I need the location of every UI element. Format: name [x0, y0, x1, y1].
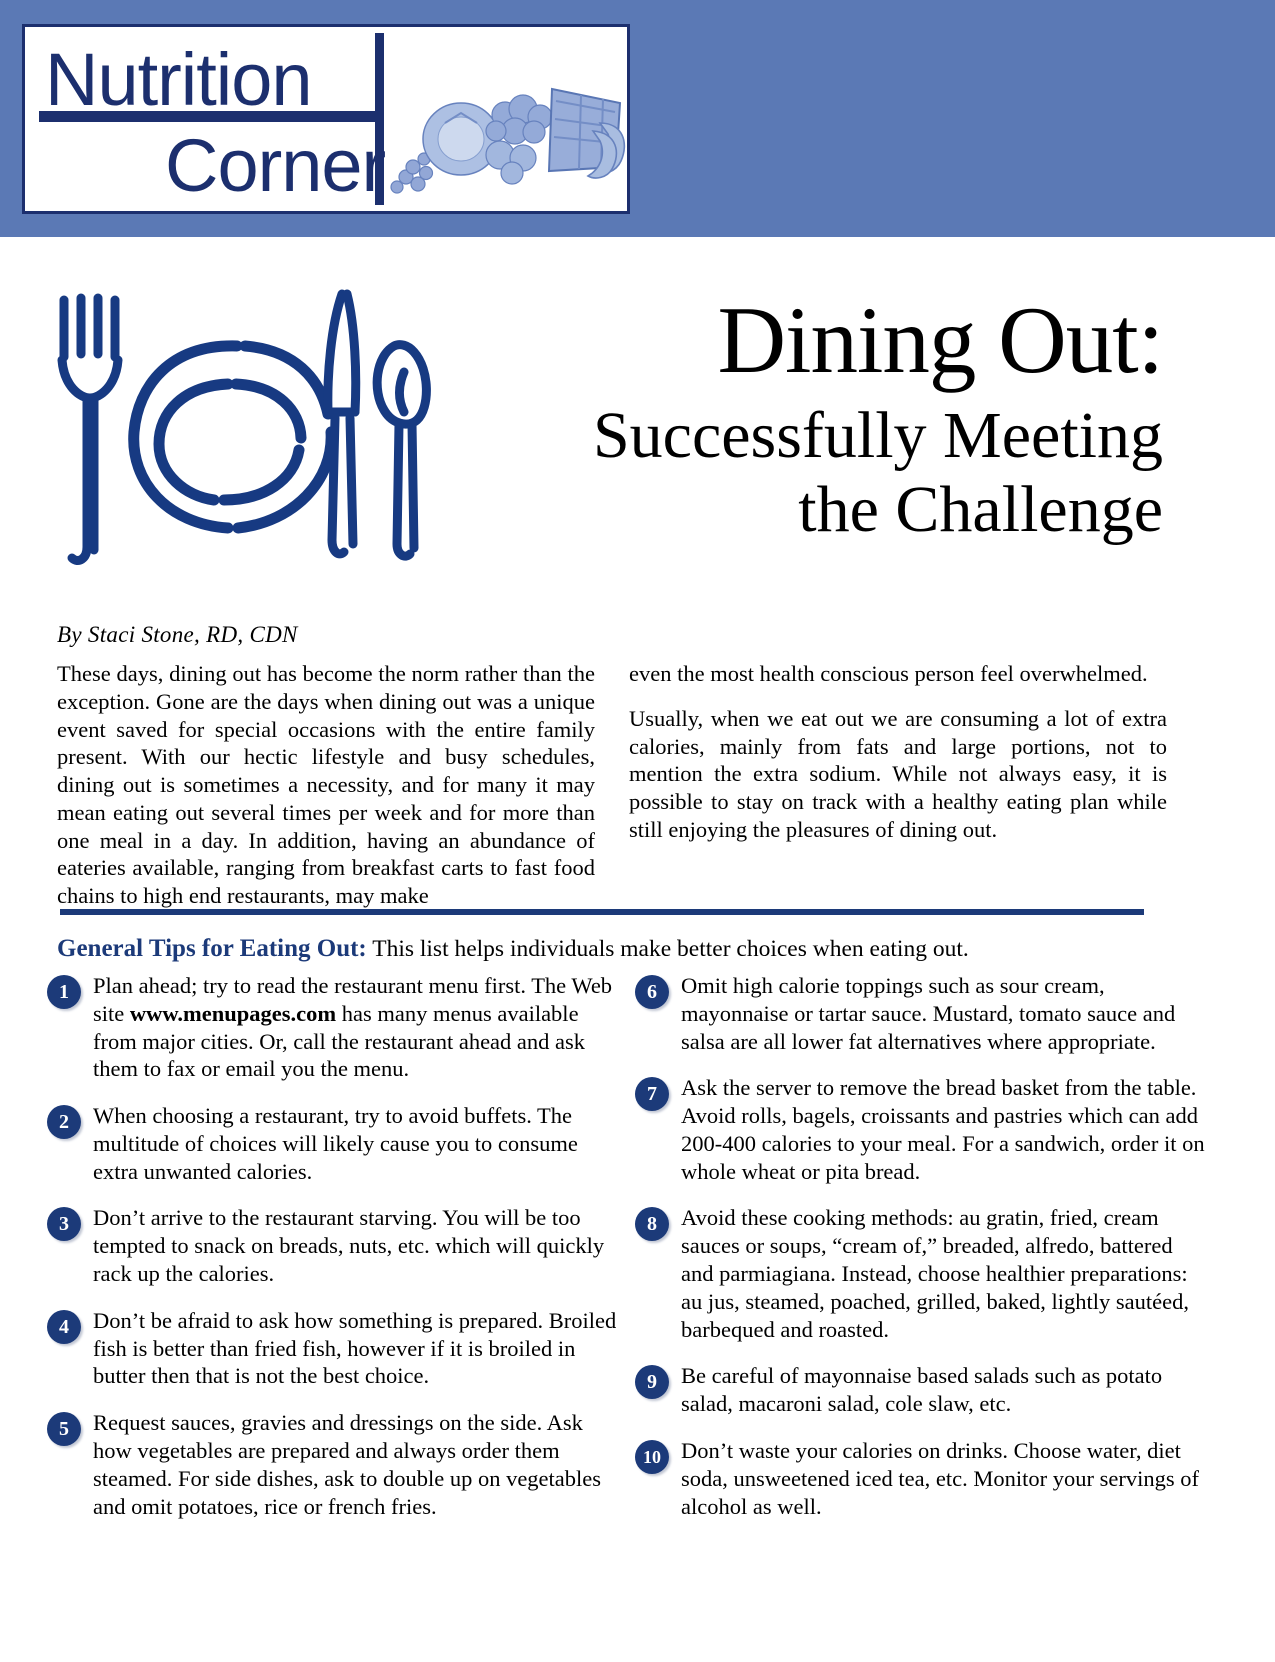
list-item-text: When choosing a restaurant, try to avoid buffets. The multitude of choices will likely cause you to consume extra unwanted calories.	[93, 1103, 578, 1184]
list-item-text: Request sauces, gravies and dressings on the side. Ask how vegetables are prepared and always order them steamed. For side dishes, ask to double up on vegetables and omit potatoes, rice or french fries.	[93, 1410, 602, 1519]
svg-text:Nutrition: Nutrition	[45, 38, 312, 121]
intro-body	[57, 660, 1167, 910]
list-item-text: Don’t be afraid to ask how something is prepared. Broiled fish is better than fried fish, however if it is broiled in butter then that is not the best choice.	[93, 1307, 617, 1389]
list-item-text: Don’t arrive to the restaurant starving. You will be too tempted to snack on breads, nuts, etc. which will quickly rack up the calories.	[93, 1205, 605, 1287]
list-item	[47, 1102, 617, 1185]
tips-column-left	[47, 972, 617, 1520]
logo-graphic	[25, 27, 627, 211]
tips-heading-description: This list helps individuals make better choices when eating out.	[366, 936, 969, 962]
list-item	[47, 972, 617, 1083]
list-item	[635, 1204, 1205, 1343]
list-item-text	[93, 972, 617, 1083]
intro-paragraph: even the most health conscious person feel overwhelmed.	[629, 661, 1148, 686]
tips-column-right	[635, 972, 1205, 1520]
byline: By Staci Stone, RD, CDN	[57, 622, 298, 647]
title-area	[0, 237, 1275, 637]
tips-section-heading	[57, 934, 1167, 964]
list-item-number: 8	[635, 1207, 669, 1241]
list-item	[635, 1362, 1205, 1418]
tips-heading-label: General Tips for Eating Out:	[57, 935, 367, 962]
list-item-text-pre: Plan ahead; try to read the restaurant menu first. The Web site	[93, 973, 613, 1026]
page-subtitle	[443, 399, 1163, 547]
list-item-text-post: has many menus available from major cities. Or, call the restaurant ahead and ask them to fax or email you the menu.	[93, 1000, 586, 1082]
intro-column-right	[629, 660, 1167, 910]
list-item	[635, 972, 1205, 1055]
list-item	[635, 1437, 1205, 1520]
svg-text:Corner: Corner	[165, 124, 386, 207]
list-item	[47, 1307, 617, 1390]
list-item-number: 10	[635, 1440, 669, 1474]
list-item-number: 5	[47, 1412, 81, 1446]
list-item	[47, 1409, 617, 1520]
list-item-number: 6	[635, 975, 669, 1009]
tips-list	[47, 972, 1227, 1520]
section-divider	[60, 909, 1144, 915]
list-item-number: 9	[635, 1365, 669, 1399]
intro-paragraph: These days, dining out has become the norm rather than the exception. Gone are the days when dining out was a unique event saved for special occasions with the entire family present. With our hectic lifestyle and busy schedules, dining out is sometimes a necessity, and for many it may mean eating out several times per week and for more than one meal in a day. In addition, having an abundance of eateries available, ranging from breakfast carts to fast food chains to high end restaurants, may make	[57, 661, 595, 909]
intro-column-left	[57, 660, 595, 910]
header-band	[0, 0, 1275, 237]
list-item	[47, 1204, 617, 1287]
intro-paragraph: Usually, when we eat out we are consuming a lot of extra calories, mainly from fats and large portions, not to mention the extra sodium. While not always easy, it is possible to stay on track with a healthy eating plan while still enjoying the pleasures of dining out.	[629, 705, 1167, 842]
list-item-number: 7	[635, 1077, 669, 1111]
list-item-text: Be careful of mayonnaise based salads such as potato salad, macaroni salad, cole slaw, etc.	[681, 1363, 1163, 1417]
fruits-vegetables-illustration	[391, 89, 624, 193]
place-setting-icon	[42, 282, 442, 572]
article-title-block	[443, 287, 1163, 547]
list-item-number: 1	[47, 975, 81, 1009]
list-item-text: Avoid these cooking methods: au gratin, fried, cream sauces or soups, “cream of,” breaded, alfredo, battered and parmiagiana. Instead, choose healthier preparations: au jus, steamed, poached, grilled, baked, lightly sautéed, barbequed and roasted.	[681, 1205, 1189, 1342]
list-item-number: 3	[47, 1207, 81, 1241]
list-item-text: Omit high calorie toppings such as sour cream, mayonnaise or tartar sauce. Mustard, tomato sauce and salsa are all lower fat alternatives where appropriate.	[681, 973, 1176, 1054]
page-title: Dining Out:	[717, 287, 1163, 393]
list-item	[635, 1074, 1205, 1185]
page-subtitle-line1: Successfully Meeting	[592, 398, 1163, 472]
list-item-text: Don’t waste your calories on drinks. Choose water, diet soda, unsweetened iced tea, etc. Monitor your servings of alcohol as well.	[681, 1437, 1199, 1519]
page-subtitle-line2: the Challenge	[798, 472, 1163, 546]
nutrition-corner-logo	[22, 24, 630, 214]
list-item-text-bold: www.menupages.com	[129, 1000, 337, 1026]
list-item-text: Ask the server to remove the bread basket from the table. Avoid rolls, bagels, croissants and pastries which can add 200-400 calories to your meal. For a sandwich, order it on whole wheat or pita bread.	[681, 1075, 1205, 1184]
list-item-number: 2	[47, 1105, 81, 1139]
list-item-number: 4	[47, 1310, 81, 1344]
